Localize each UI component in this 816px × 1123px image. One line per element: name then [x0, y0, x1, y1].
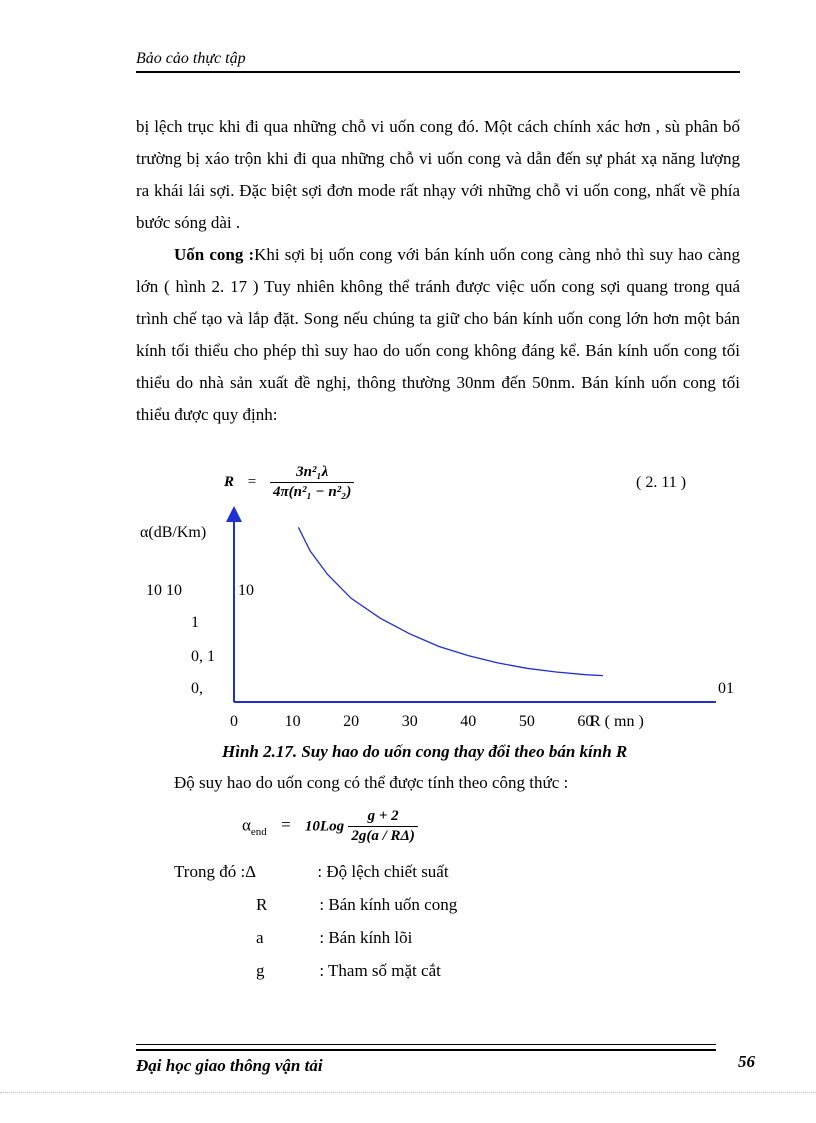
formula-bend-loss [242, 808, 418, 845]
formula2-numerator: g + 2 [348, 808, 418, 827]
alpha-subscript: end [250, 825, 267, 838]
formula2-equals: = [281, 815, 291, 835]
page-number: 56 [738, 1052, 755, 1071]
y-label-2: 0, 1 [191, 648, 215, 665]
symbol-row [174, 895, 457, 928]
symbol-lead: Trong đó :Δ [174, 862, 257, 881]
x-tick-label: 60 [577, 713, 594, 730]
series-line-bend-loss [298, 527, 603, 675]
figure-caption: Hình 2.17. Suy hao do uốn cong thay đổi theo bán kính R [222, 742, 628, 761]
y-label-inner: 10 [238, 582, 254, 599]
paragraph-2-text: Khi sợi bị uốn cong với bán kính uốn cong càng nhỏ thì suy hao càng lớn ( hình 2. 17 ) Tuy nhiên không thể tránh được việc uốn cong sợi quang trong quá trình chế tạo và lắp đặt. Song nếu chúng ta giữ cho bán kính uốn cong lớn hơn một bán kính tối thiểu cho phép thì suy hao do uốn cong không đáng kể. Bán kính uốn cong tối thiểu do nhà sản xuất đề nghị, thông thường 30nm đến 50nm. Bán kính uốn cong tối thiểu được quy định: [136, 245, 740, 424]
page-header-title: Bảo cảo thực tập [136, 50, 246, 67]
y-label-1: 1 [191, 614, 199, 631]
symbol-delta: Δ [245, 862, 257, 881]
x-tick-label: 50 [518, 713, 535, 730]
symbol-R: R [256, 895, 268, 914]
x-tick-label: 10 [284, 713, 301, 730]
page-bottom-dotted-line [0, 1092, 816, 1093]
formula-number: ( 2. 11 ) [636, 474, 687, 491]
symbol-row [174, 862, 457, 895]
x-tick-label: 40 [460, 713, 477, 730]
symbol-row [174, 928, 457, 961]
x-axis-label: R ( mn ) [590, 713, 644, 730]
paragraph-1: bị lệch trục khi đi qua những chỗ vi uốn cong đó. Một cách chính xác hơn , sù phân bố trường bị xáo trộn khi đi qua những chỗ vi uốn cong và dẫn đến sự phát xạ năng lượng ra khái lái sợi. Đặc biệt sợi đơn mode rất nhạy với những chỗ vi uốn cong, nhất về phía bước sóng dài . [136, 117, 740, 232]
formula-equals: = [247, 473, 257, 490]
symbol-desc: : Bán kính lõi [319, 928, 413, 947]
stray-label: 01 [718, 680, 734, 697]
alpha-symbol: α [242, 815, 251, 835]
x-tick-label: 0 [230, 713, 238, 730]
formula-lhs: R [224, 473, 235, 490]
x-tick-labels [230, 713, 593, 730]
footer-divider-thin [136, 1044, 716, 1045]
formula2-log: 10Log [304, 818, 345, 835]
y-axis-label: α(dB/Km) [140, 524, 207, 541]
x-tick-label: 20 [343, 713, 360, 730]
footer-divider-thick [136, 1049, 716, 1051]
formula2-denominator: 2g(a / RΔ) [351, 828, 415, 844]
paragraph-2-title: Uốn cong : [174, 245, 255, 264]
formula-denominator: 4π(n²₁ − n²₂) [272, 484, 352, 500]
symbol-a: a [256, 928, 264, 947]
y-label-3: 0, [191, 680, 203, 697]
formula-intro: Độ suy hao do uốn cong có thể được tính theo công thức : [174, 773, 569, 792]
footer-university: Đại học giao thông vận tải [136, 1056, 323, 1075]
y-label-0: 10 10 [146, 582, 182, 599]
symbol-desc: : Tham số mặt cắt [319, 961, 441, 980]
symbol-row [174, 961, 457, 994]
formula2-fraction [348, 808, 418, 845]
symbol-g: g [256, 961, 265, 980]
symbol-desc: : Độ lệch chiết suất [317, 862, 449, 881]
formula-numerator: 3n²₁λ [270, 464, 354, 483]
symbol-desc: : Bán kính uốn cong [319, 895, 458, 914]
symbol-definitions [174, 862, 457, 994]
x-tick-label: 30 [401, 713, 418, 730]
